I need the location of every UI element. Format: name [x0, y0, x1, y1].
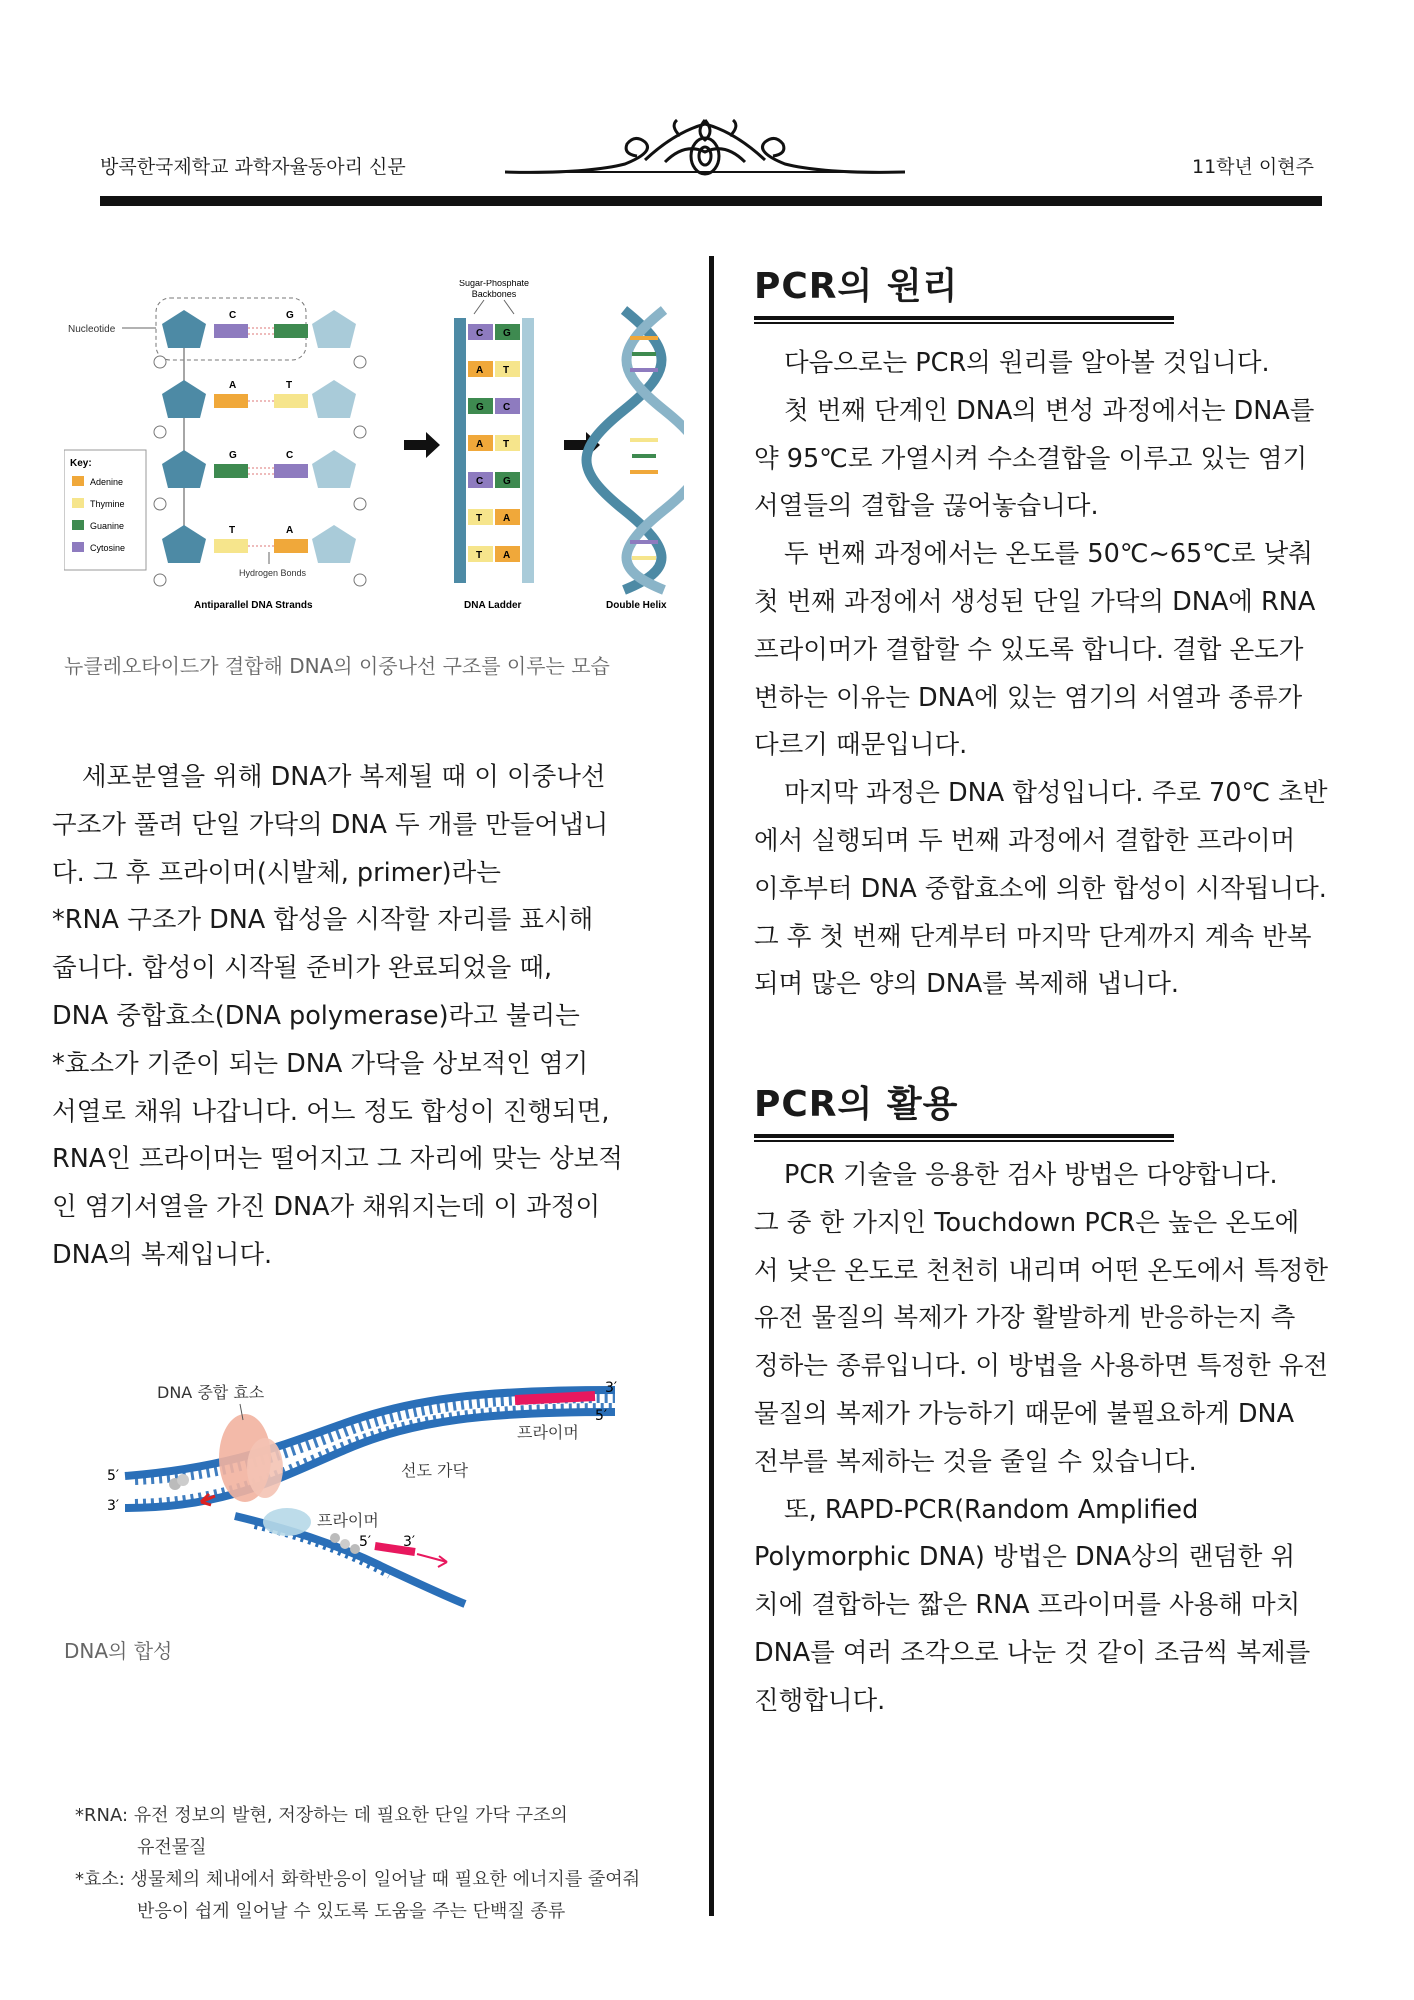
label-pair2-left: A: [229, 380, 237, 391]
footnotes: [75, 1800, 640, 1928]
ladder-base-label: C: [503, 402, 511, 413]
text-line: 첫 번째 단계인 DNA의 변성 과정에서는 DNA를: [784, 395, 1315, 426]
label-3prime-top: 3′: [605, 1380, 618, 1396]
text-line: 구조가 풀려 단일 가닥의 DNA 두 개를 만들어냅니: [52, 809, 609, 840]
label-3prime-bottom: 3′: [403, 1534, 416, 1550]
double-helix: [587, 310, 685, 590]
ladder-base-label: C: [476, 328, 484, 339]
text-line: 진행합니다.: [754, 1685, 886, 1716]
pentagon-right-2: [312, 380, 356, 418]
label-helix: Double Helix: [606, 600, 667, 611]
key-adenine: Adenine: [90, 477, 124, 487]
pentagon-left-2: [162, 380, 206, 418]
base-pair-3: [214, 450, 308, 478]
pentagon-right-3: [312, 450, 356, 488]
column-divider: [709, 256, 714, 1916]
base-pair-4: [214, 525, 308, 553]
ladder-base-label: G: [476, 402, 484, 413]
text-line: DNA의 복제입니다.: [52, 1239, 273, 1270]
label-leading-strand: 선도 가닥: [401, 1461, 468, 1480]
text-line: *RNA 구조가 DNA 합성을 시작할 자리를 표시해: [52, 905, 594, 936]
text-line: 유전 물질의 복제가 가장 활발하게 반응하는지 측: [754, 1303, 1296, 1334]
text-line: 그 후 첫 번째 단계부터 마지막 단계까지 계속 반복: [754, 921, 1312, 952]
text-line: 약 95℃로 가열시켜 수소결합을 이루고 있는 염기: [754, 443, 1308, 474]
pentagon-left-3: [162, 450, 206, 488]
section1-body: [754, 340, 1364, 1009]
arrow-icon: [404, 432, 440, 458]
key-guanine: Guanine: [90, 521, 125, 531]
label-pair4-left: T: [229, 525, 236, 536]
text-line: 줍니다. 합성이 시작될 준비가 완료되었을 때,: [52, 953, 553, 984]
text-line: 정하는 종류입니다. 이 방법을 사용하면 특정한 유전: [754, 1351, 1329, 1382]
text-line: 인 염기서열을 가진 DNA가 채워지는데 이 과정이: [52, 1192, 601, 1223]
label-primer-bottom: 프라이머: [317, 1511, 379, 1530]
label-pair4-right: A: [286, 525, 294, 536]
footnote-rna-line1: *RNA: 유전 정보의 발현, 저장하는 데 필요한 단일 가닥 구조의: [75, 1805, 568, 1826]
left-article-body: [52, 754, 672, 1280]
text-line: 물질의 복제가 가능하기 때문에 불필요하게 DNA: [754, 1398, 1295, 1429]
text-line: 에서 실행되며 두 번째 과정에서 결합한 프라이머: [754, 825, 1296, 856]
key-title: Key:: [70, 458, 92, 469]
label-ladder: DNA Ladder: [464, 600, 522, 611]
text-line: 두 번째 과정에서는 온도를 50℃~65℃로 낮춰: [784, 539, 1313, 570]
header-rule: [100, 196, 1322, 206]
ladder-base-label: C: [476, 476, 484, 487]
footnote-enzyme-line2: 반응이 쉽게 일어날 수 있도록 도움을 주는 단백질 종류: [137, 1901, 566, 1922]
key-thymine: Thymine: [90, 499, 125, 509]
text-line: 서 낮은 온도로 천천히 내리며 어떤 온도에서 특정한: [754, 1255, 1329, 1286]
text-line: 또, RAPD-PCR(Random Amplified: [784, 1494, 1199, 1525]
label-pair2-right: T: [286, 380, 293, 391]
ladder-base-label: T: [503, 439, 510, 450]
newspaper-name: 방콕한국제학교 과학자율동아리 신문: [100, 156, 406, 178]
footnote-enzyme-line1: *효소: 생물체의 체내에서 화학반응이 일어날 때 필요한 에너지를 줄여줘: [75, 1869, 641, 1890]
text-line: 마지막 과정은 DNA 합성입니다. 주로 70℃ 초반: [784, 778, 1328, 809]
figure1-caption: 뉴클레오타이드가 결합해 DNA의 이중나선 구조를 이루는 모습: [64, 654, 610, 678]
text-line: 다르기 때문입니다.: [754, 730, 968, 761]
text-line: 첫 번째 과정에서 생성된 단일 가닥의 DNA에 RNA: [754, 586, 1316, 617]
text-line: 치에 결합하는 짧은 RNA 프라이머를 사용해 마치: [754, 1590, 1301, 1621]
figure2-caption: DNA의 합성: [64, 1639, 173, 1663]
text-line: 전부를 복제하는 것을 줄일 수 있습니다.: [754, 1446, 1197, 1477]
text-line: 다. 그 후 프라이머(시발체, primer)라는: [52, 857, 501, 888]
label-5prime-left: 5′: [107, 1468, 120, 1484]
label-backbones-2: Backbones: [471, 289, 517, 299]
text-line: *효소가 기준이 되는 DNA 가닥을 상보적인 염기: [52, 1048, 589, 1079]
label-polymerase: DNA 중합 효소: [157, 1383, 265, 1402]
pentagon-right-1: [312, 310, 356, 348]
text-line: Polymorphic DNA) 방법은 DNA상의 랜덤한 위: [754, 1542, 1296, 1573]
ladder-base-label: A: [476, 365, 484, 376]
label-pair1-left: C: [229, 310, 237, 321]
section2-rule: [754, 1134, 1174, 1142]
ladder-backbone-right: [522, 318, 534, 583]
ladder-base-label: A: [503, 550, 511, 561]
dna-synthesis-figure: [105, 1368, 645, 1608]
text-line: 서열들의 결합을 끊어놓습니다.: [754, 491, 1099, 522]
author-name: 11학년 이현주: [1192, 156, 1314, 178]
label-5prime-bottom: 5′: [359, 1534, 372, 1550]
text-line: 세포분열을 위해 DNA가 복제될 때 이 이중나선: [82, 762, 606, 792]
label-pair1-right: G: [286, 310, 294, 321]
label-pair3-right: C: [286, 450, 294, 461]
text-line: DNA 중합효소(DNA polymerase)라고 불리는: [52, 1000, 580, 1031]
ladder-base-label: T: [503, 365, 510, 376]
label-hydrogen-bonds: Hydrogen Bonds: [239, 568, 307, 578]
ladder-backbone-left: [454, 318, 466, 583]
key-cytosine: Cytosine: [90, 543, 126, 553]
text-line: PCR 기술을 응용한 검사 방법은 다양합니다.: [784, 1160, 1278, 1190]
pentagon-left-1: [162, 310, 206, 348]
dna-structure-figure: [64, 280, 684, 620]
ornament-divider-icon: [505, 112, 905, 192]
base-pair-1: [214, 310, 308, 338]
text-line: 이후부터 DNA 중합효소에 의한 합성이 시작됩니다.: [754, 873, 1327, 904]
ladder-base-label: G: [503, 476, 511, 487]
label-nucleotide: Nucleotide: [68, 324, 116, 335]
text-line: 서열로 채워 나갑니다. 어느 정도 합성이 진행되면,: [52, 1096, 610, 1127]
base-pair-2: [214, 380, 308, 408]
section2-title: PCR의 활용: [754, 1084, 959, 1125]
section1-rule: [754, 316, 1174, 324]
label-pair3-left: G: [229, 450, 237, 461]
text-line: 프라이머가 결합할 수 있도록 합니다. 결합 온도가: [754, 634, 1304, 665]
text-line: 그 중 한 가지인 Touchdown PCR은 높은 온도에: [754, 1207, 1300, 1238]
ladder-base-label: A: [503, 513, 511, 524]
label-backbones-1: Sugar-Phosphate: [458, 280, 530, 288]
pentagon-left-4: [162, 525, 206, 563]
section2-body: [754, 1152, 1364, 1726]
text-line: RNA인 프라이머는 떨어지고 그 자리에 맞는 상보적: [52, 1144, 623, 1175]
text-line: DNA를 여러 조각으로 나눈 것 같이 조금씩 복제를: [754, 1637, 1311, 1668]
label-primer-top: 프라이머: [517, 1423, 579, 1442]
footnote-rna-line2: 유전물질: [137, 1837, 207, 1858]
text-line: 되며 많은 양의 DNA를 복제해 냅니다.: [754, 969, 1180, 1000]
ladder-base-label: G: [503, 328, 511, 339]
label-antiparallel: Antiparallel DNA Strands: [194, 600, 313, 611]
label-5prime-top: 5′: [595, 1408, 608, 1424]
pentagon-right-4: [312, 525, 356, 563]
label-3prime-left: 3′: [107, 1498, 120, 1514]
ladder-base-label: T: [476, 550, 483, 561]
text-line: 변하는 이유는 DNA에 있는 염기의 서열과 종류가: [754, 682, 1303, 713]
ladder-rungs: [468, 324, 520, 562]
section1-title: PCR의 원리: [754, 266, 959, 307]
ladder-base-label: T: [476, 513, 483, 524]
text-line: 다음으로는 PCR의 원리를 알아볼 것입니다.: [784, 348, 1270, 378]
ladder-base-label: A: [476, 439, 484, 450]
